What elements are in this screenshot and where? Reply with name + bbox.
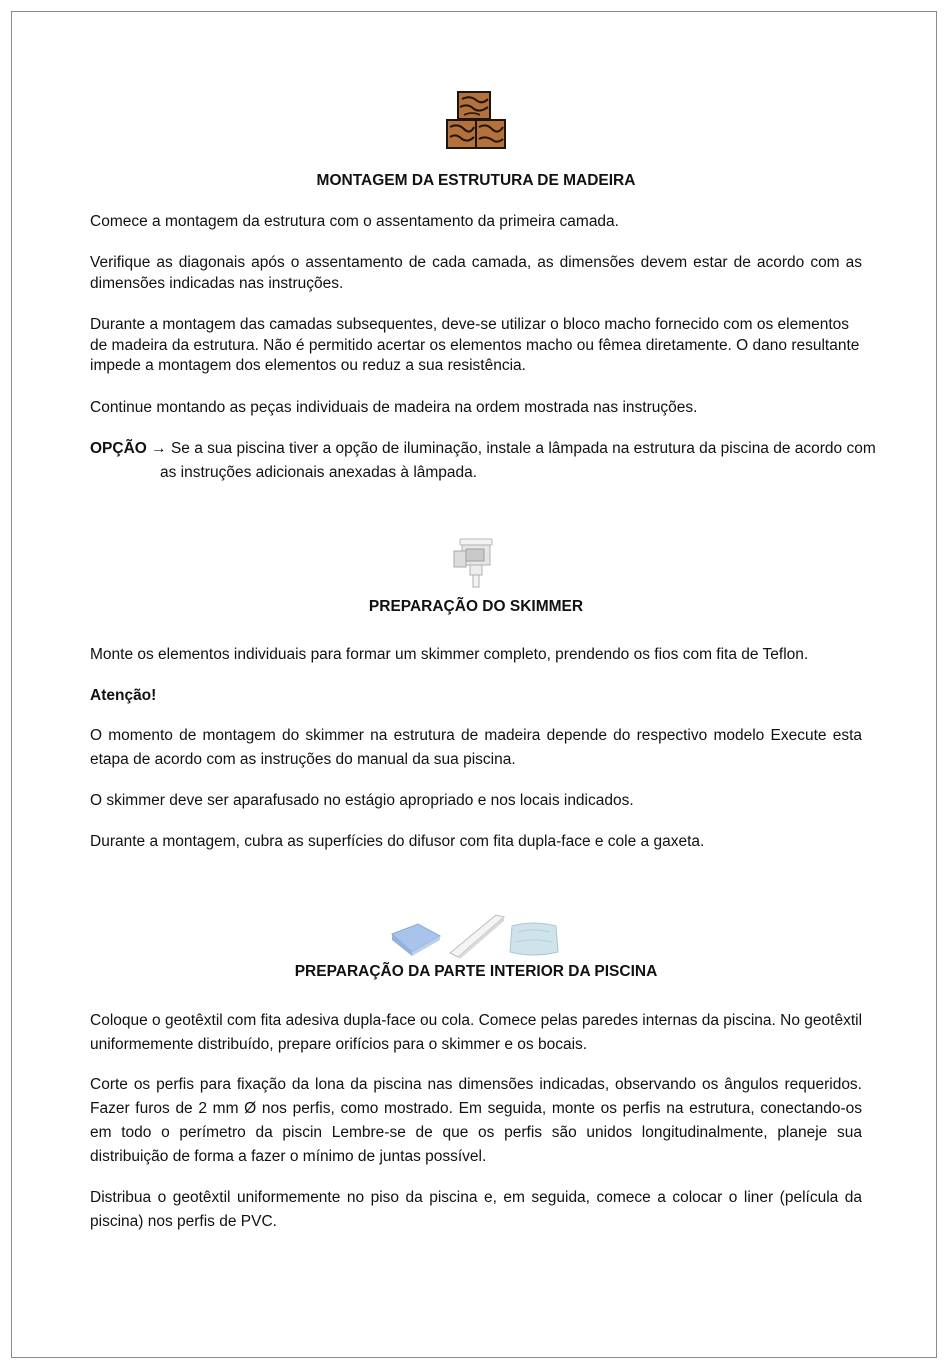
option-line-1: Se a sua piscina tiver a opção de iluminação, instale a lâmpada na estrutura da piscina de acordo com xyxy=(166,440,876,457)
section-title-wood: MONTAGEM DA ESTRUTURA DE MADEIRA xyxy=(316,172,636,189)
interior-paragraph-3: Distribua o geotêxtil uniformemente no piso da piscina e, em seguida, comece a colocar o liner (película da piscina) nos perfis de PVC. xyxy=(90,1189,862,1230)
skimmer-paragraph-4: Durante a montagem, cubra as superfícies do difusor com fita dupla-face e cole a gaxeta. xyxy=(90,833,705,850)
wood-blocks-icon xyxy=(446,91,506,149)
attention-label: Atenção! xyxy=(90,687,157,704)
skimmer-paragraph-2: O momento de montagem do skimmer na estrutura de madeira depende do respectivo modelo Execute esta etapa de acordo com as instruções do manual da sua piscina. xyxy=(90,727,862,768)
skimmer-paragraph-1: Monte os elementos individuais para formar um skimmer completo, prendendo os fios com fita de Teflon. xyxy=(90,646,809,663)
interior-paragraph-1: Coloque o geotêxtil com fita adesiva dupla-face ou cola. Comece pelas paredes internas da piscina. No geotêxtil uniformemente distribuído, prepare orifícios para o skimmer e os bocais. xyxy=(90,1012,863,1053)
wood-paragraph-1: Comece a montagem da estrutura com o assentamento da primeira camada. xyxy=(90,213,619,230)
pvc-profile-icon xyxy=(446,911,506,959)
skimmer-paragraph-3: O skimmer deve ser aparafusado no estágio apropriado e nos locais indicados. xyxy=(90,792,634,809)
wood-paragraph-3: Durante a montagem das camadas subsequentes, deve-se utilizar o bloco macho fornecido com os elementos de madeira da estrutura. Não é permitido acertar os elementos macho ou fêmea diretamente. O dano resultante impede a montagem dos elementos ou reduz a sua resistência. xyxy=(90,316,860,374)
skimmer-icon xyxy=(452,537,500,589)
section-title-interior: PREPARAÇÃO DA PARTE INTERIOR DA PISCINA xyxy=(294,963,658,980)
wood-paragraph-2: Verifique as diagonais após o assentamento de cada camada, as dimensões devem estar de acordo com as dimensões indicadas nas instruções. xyxy=(90,254,862,292)
option-line-2: as instruções adicionais anexadas à lâmpada. xyxy=(160,464,478,481)
interior-paragraph-2: Corte os perfis para fixação da lona da piscina nas dimensões indicadas, observando os ângulos requeridos. Fazer furos de 2 mm Ø nos perfis, como mostrado. Em seguida, monte os perfis na estrutura, conectando-os em todo o perímetro da piscin Lembre-se de que os perfis são unidos longitudinalmente, planeje sua distribuição de forma a fazer o mínimo de juntas possível. xyxy=(90,1076,862,1165)
option-note xyxy=(90,437,876,485)
section-title-skimmer: PREPARAÇÃO DO SKIMMER xyxy=(368,598,584,615)
liner-icon xyxy=(508,918,560,958)
option-label: OPÇÃO → xyxy=(90,440,167,457)
wood-paragraph-4: Continue montando as peças individuais de madeira na ordem mostrada nas instruções. xyxy=(90,399,698,416)
geotextile-icon xyxy=(388,918,444,958)
